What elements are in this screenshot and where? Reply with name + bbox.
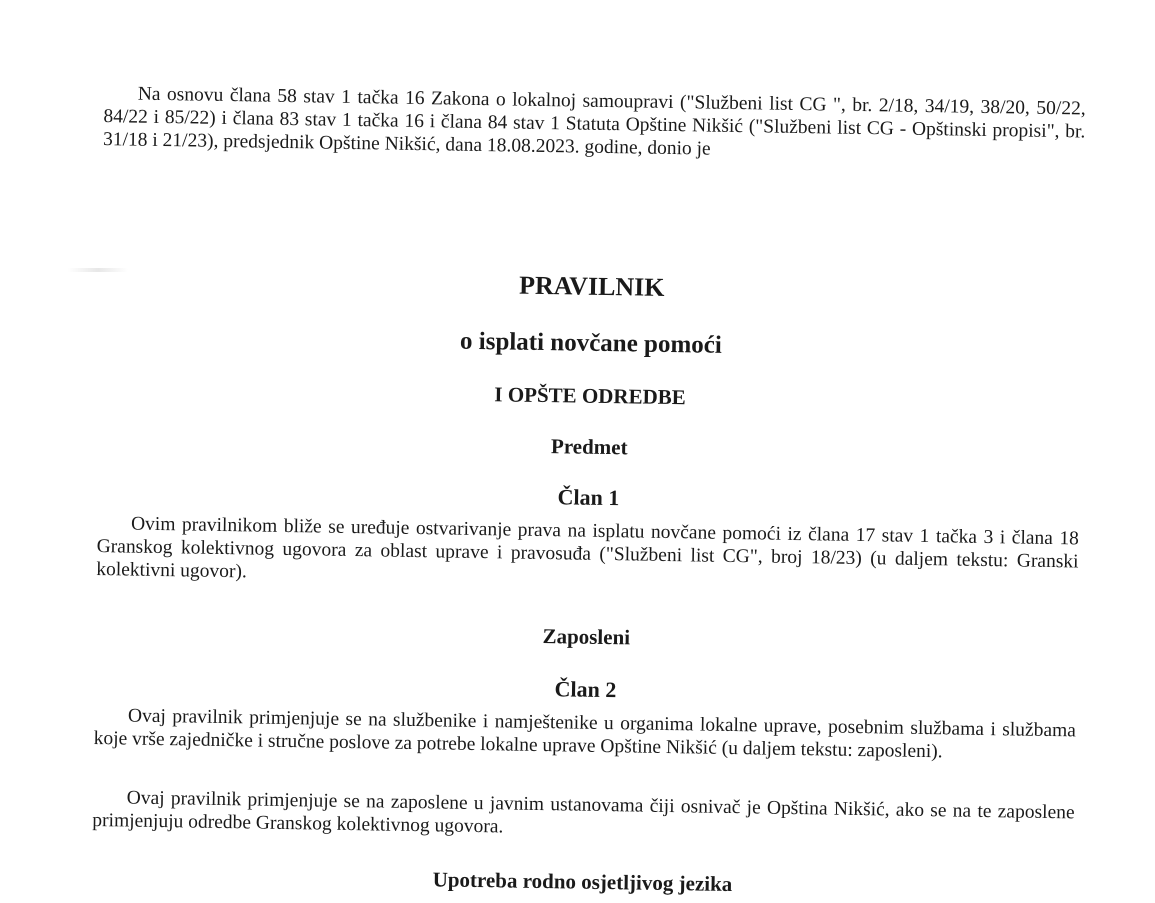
article-2-heading: Član 2 <box>554 676 617 703</box>
article-1-heading: Član 1 <box>557 484 620 511</box>
document-subtitle: o isplati novčane pomoći <box>459 327 723 359</box>
heading-predmet: Predmet <box>550 434 628 460</box>
section-heading-opste-odredbe: I OPŠTE ODREDBE <box>494 382 686 410</box>
intro-paragraph: Na osnovu člana 58 stav 1 tačka 16 Zakona o lokalnoj samoupravi ("Službeni list CG ", br. 2/18, 34/19, 38/20, 50/22, 84/22 i 85/22) i člana 83 stav 1 tačka 16 i člana 84 stav 1 Statuta Opštine Nikšić ("Službeni list CG - Opštinski propisi", br. 31/18 i 21/23), predsjednik Opštine Nikšić, dana 18.08.2023. godine, donio je <box>102 83 1086 160</box>
article-2-paragraph-1: Ovaj pravilnik primjenjuje se na službenike i namještenike u organima lokalne uprave, posebnim službama i službama koje vrše zajedničke i stručne poslove za potrebe lokalne uprave Opštine Nikšić (u daljem tekstu: zaposleni). <box>93 705 1077 763</box>
heading-rodno-osjetljiv-jezik: Upotreba rodno osjetljivog jezika <box>432 867 733 897</box>
article-1-text: Ovim pravilnikom bliže se uređuje ostvarivanje prava na isplatu novčane pomoći iz člana 17 stav 1 tačka 3 i člana 18 Granskog kolektivnog ugovora za oblast uprave i pravosuđa ("Službeni list CG", broj 18/23) (u daljem tekstu: Granski kolektivni ugovor). <box>96 513 1080 583</box>
document-title: PRAVILNIK <box>518 270 665 302</box>
heading-zaposleni: Zaposleni <box>542 624 631 650</box>
article-2-paragraph-2: Ovaj pravilnik primjenjuje se na zaposlene u javnim ustanovama čiji osnivač je Opština Nikšić, ako se na te zaposlene primjenjuju odredbe Granskog kolektivnog ugovora. <box>92 787 1075 838</box>
